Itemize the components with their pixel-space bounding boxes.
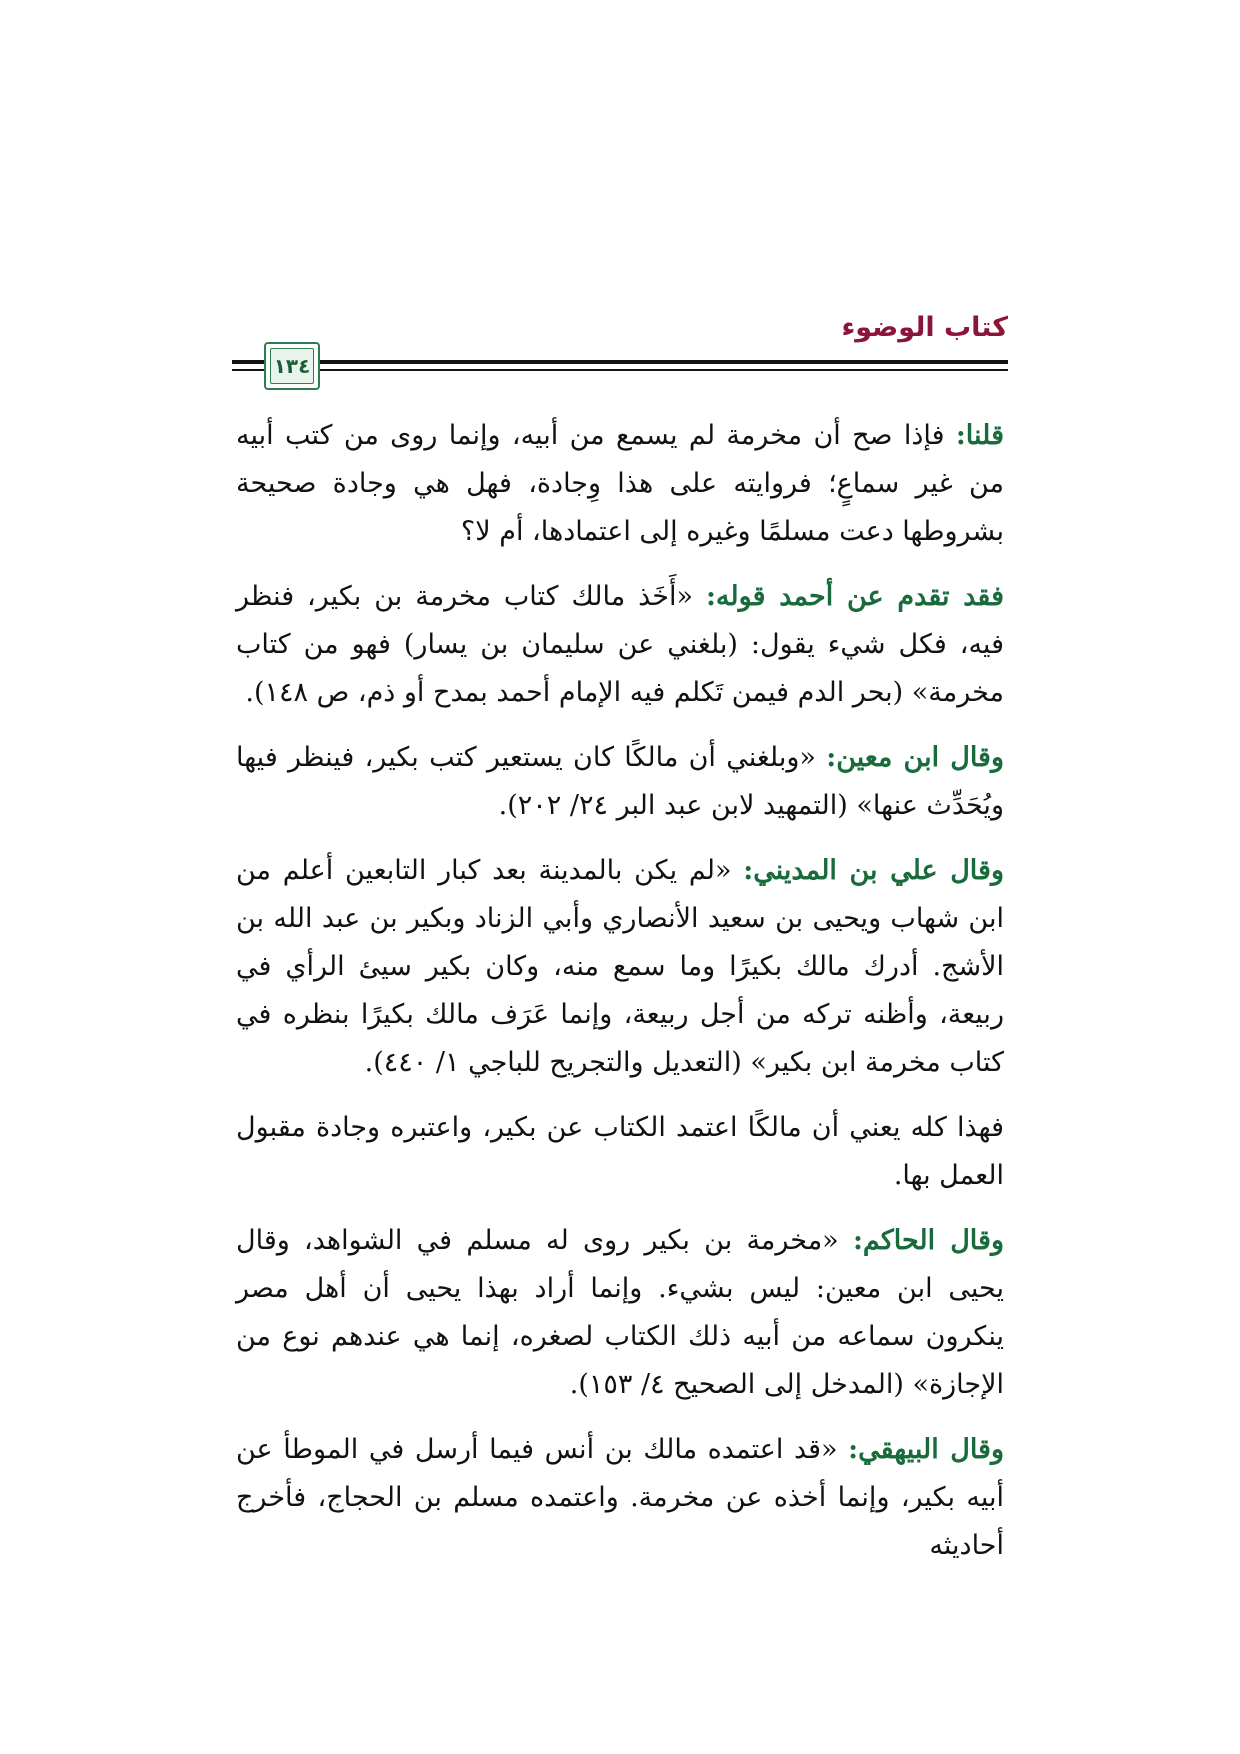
header-rule-thick — [232, 360, 1008, 364]
paragraph-7 — [236, 1426, 1004, 1570]
paragraph-3 — [236, 734, 1004, 830]
paragraph-6 — [236, 1217, 1004, 1409]
paragraph-5 — [236, 1104, 1004, 1200]
paragraph-text: «أَخَذ مالك كتاب مخرمة بن بكير، فنظر فيه، فكل شيء يقول: (بلغني عن سليمان بن يسار) فهو من كتاب مخرمة» (بحر الدم فيمن تَكلم فيه الإمام أحمد بمدح أو ذم، ص ١٤٨). — [236, 581, 1004, 708]
paragraph-lead: فقد تقدم عن أحمد قوله: — [705, 581, 1004, 612]
paragraph-text: «لم يكن بالمدينة بعد كبار التابعين أعلم من ابن شهاب ويحيى بن سعيد الأنصاري وأبي الزناد وبكير بن عبد الله بن الأشج. أدرك مالك بكيرًا وما سمع منه، وكان بكير سيئ الرأي في ربيعة، وأظنه تركه من أجل ربيعة، وإنما عَرَف مالك بكيرًا بنظره في كتاب مخرمة ابن بكير» (التعديل والتجريح للباجي ١/ ٤٤٠). — [236, 855, 1004, 1078]
page-header — [232, 312, 1008, 392]
paragraph-lead: وقال ابن معين: — [826, 742, 1004, 773]
paragraph-text: فهذا كله يعني أن مالكًا اعتمد الكتاب عن بكير، واعتبره وجادة مقبول العمل بها. — [236, 1112, 1004, 1191]
paragraph-lead: قلنا: — [955, 420, 1004, 451]
paragraph-2 — [236, 573, 1004, 717]
paragraph-lead: وقال البيهقي: — [848, 1434, 1004, 1465]
page-number-badge — [264, 342, 320, 390]
header-rule-thin — [232, 369, 1008, 371]
paragraph-lead: وقال علي بن المديني: — [743, 855, 1004, 886]
book-title: كتاب الوضوء — [841, 312, 1008, 343]
paragraph-lead: وقال الحاكم: — [852, 1225, 1004, 1256]
paragraph-text: «قد اعتمده مالك بن أنس فيما أرسل في الموطأ عن أبيه بكير، وإنما أخذه عن مخرمة. واعتمده مسلم بن الحجاج، فأخرج أحاديثه — [236, 1434, 1004, 1561]
page-number: ١٣٤ — [273, 354, 311, 378]
page-body — [236, 412, 1004, 1587]
paragraph-text: «وبلغني أن مالكًا كان يستعير كتب بكير، فينظر فيها ويُحَدِّث عنها» (التمهيد لابن عبد البر ٢٤/ ٢٠٢). — [236, 742, 1004, 821]
paragraph-4 — [236, 847, 1004, 1087]
paragraph-text: «مخرمة بن بكير روى له مسلم في الشواهد، وقال يحيى ابن معين: ليس بشيء. وإنما أراد بهذا يحيى أن أهل مصر ينكرون سماعه من أبيه ذلك الكتاب لصغره، إنما هي عندهم نوع من الإجازة» (المدخل إلى الصحيح ٤/ ١٥٣). — [236, 1225, 1004, 1400]
paragraph-1 — [236, 412, 1004, 556]
paragraph-text: فإذا صح أن مخرمة لم يسمع من أبيه، وإنما روى من كتب أبيه من غير سماعٍ؛ فروايته على هذا وِجادة، فهل هي وجادة صحيحة بشروطها دعت مسلمًا وغيره إلى اعتمادها، أم لا؟ — [236, 420, 1004, 547]
